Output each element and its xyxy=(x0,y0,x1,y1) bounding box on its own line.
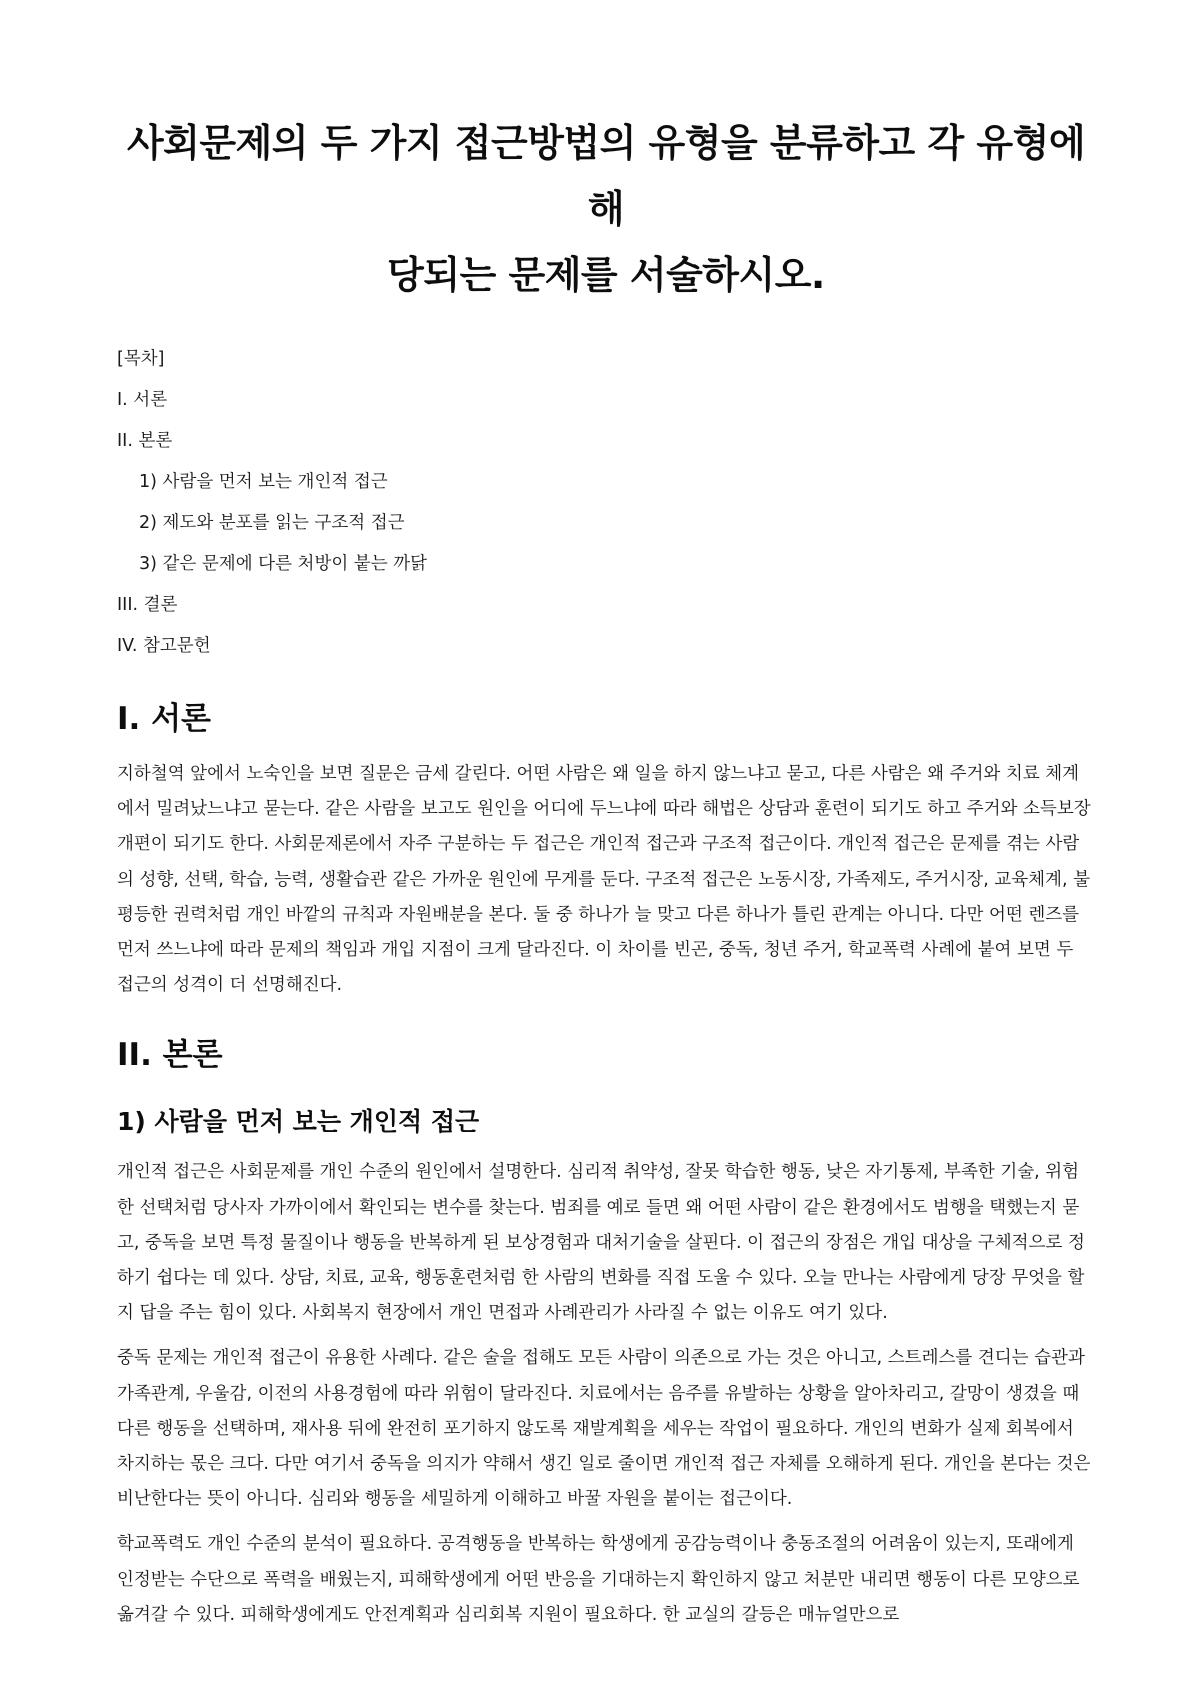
section-heading-body: II. 본론 xyxy=(117,1037,223,1074)
document-title xyxy=(117,110,1095,308)
toc-item: I. 서론 xyxy=(117,390,168,410)
body-paragraph: 학교폭력도 개인 수준의 분석이 필요하다. 공격행동을 반복하는 학생에게 공감능력이나 충동조절의 어려움이 있는지, 또래에게 인정받는 수단으로 폭력을 배웠는지, 피해학생에게 어떤 반응을 기대하는지 확인하지 않고 처분만 내리면 행동이 다른 모양으로 옮겨갈 수 있다. 피해학생에게도 안전계획과 심리회복 지원이 필요하다. 한 교실의 갈등은 매뉴얼만으로 xyxy=(117,1534,1080,1625)
toc-subitem: 2) 제도와 분포를 읽는 구조적 접근 xyxy=(139,513,405,533)
intro-paragraph: 지하철역 앞에서 노숙인을 보면 질문은 금세 갈린다. 어떤 사람은 왜 일을 하지 않느냐고 묻고, 다른 사람은 왜 주거와 치료 체계에서 밀려났느냐고 묻는다. 같은 사람을 보고도 원인을 어디에 두느냐에 따라 해법은 상담과 훈련이 되기도 하고 주거와 소득보장 개편이 되기도 한다. 사회문제론에서 자주 구분하는 두 접근은 개인적 접근과 구조적 접근이다. 개인적 접근은 문제를 겪는 사람의 성향, 선택, 학습, 능력, 생활습관 같은 가까운 원인에 무게를 둔다. 구조적 접근은 노동시장, 가족제도, 주거시장, 교육체계, 불평등한 권력처럼 개인 바깥의 규칙과 자원배분을 본다. 둘 중 하나가 늘 맞고 다른 하나가 틀린 관계는 아니다. 다만 어떤 렌즈를 먼저 쓰느냐에 따라 문제의 책임과 개입 지점이 크게 달라진다. 이 차이를 빈곤, 중독, 청년 주거, 학교폭력 사례에 붙여 보면 두 접근의 성격이 더 선명해진다. xyxy=(117,764,1091,996)
toc-item: IV. 참고문헌 xyxy=(117,636,211,656)
toc-item: III. 결론 xyxy=(117,595,178,615)
toc-subitem: 1) 사람을 먼저 보는 개인적 접근 xyxy=(139,472,388,492)
body-paragraph: 중독 문제는 개인적 접근이 유용한 사례다. 같은 술을 접해도 모든 사람이 의존으로 가는 것은 아니고, 스트레스를 견디는 습관과 가족관계, 우울감, 이전의 사용경험에 따라 위험이 달라진다. 치료에서는 음주를 유발하는 상황을 알아차리고, 갈망이 생겼을 때 다른 행동을 선택하며, 재사용 뒤에 완전히 포기하지 않도록 재발계획을 세우는 작업이 필요하다. 개인의 변화가 실제 회복에서 차지하는 몫은 크다. 다만 여기서 중독을 의지가 약해서 생긴 일로 줄이면 개인적 접근 자체를 오해하게 된다. 개인을 본다는 것은 비난한다는 뜻이 아니다. 심리와 행동을 세밀하게 이해하고 바꿀 자원을 붙이는 접근이다. xyxy=(117,1348,1091,1510)
table-of-contents xyxy=(117,339,1095,667)
toc-item: II. 본론 xyxy=(117,431,173,451)
body-paragraph: 개인적 접근은 사회문제를 개인 수준의 원인에서 설명한다. 심리적 취약성, 잘못 학습한 행동, 낮은 자기통제, 부족한 기술, 위험한 선택처럼 당사자 가까이에서 확인되는 변수를 찾는다. 범죄를 예로 들면 왜 어떤 사람이 같은 환경에서도 범행을 택했는지 묻고, 중독을 보면 특정 물질이나 행동을 반복하게 된 보상경험과 대처기술을 살핀다. 이 접근의 장점은 개입 대상을 구체적으로 정하기 쉽다는 데 있다. 상담, 치료, 교육, 행동훈련처럼 한 사람의 변화를 직접 도울 수 있다. 오늘 만나는 사람에게 당장 무엇을 할지 답을 주는 힘이 있다. 사회복지 현장에서 개인 면접과 사례관리가 사라질 수 없는 이유도 여기 있다. xyxy=(117,1162,1085,1324)
document-title-line-1: 사회문제의 두 가지 접근방법의 유형을 분류하고 각 유형에 해 xyxy=(126,121,1086,231)
toc-subitem: 3) 같은 문제에 다른 처방이 붙는 까닭 xyxy=(139,554,428,574)
document-title-line-2: 당되는 문제를 서술하시오. xyxy=(387,253,825,297)
section-heading-intro: I. 서론 xyxy=(117,701,211,737)
toc-heading: [목차] xyxy=(117,349,165,369)
subsection-heading-individual-approach: 1) 사람을 먼저 보는 개인적 접근 xyxy=(117,1107,480,1137)
